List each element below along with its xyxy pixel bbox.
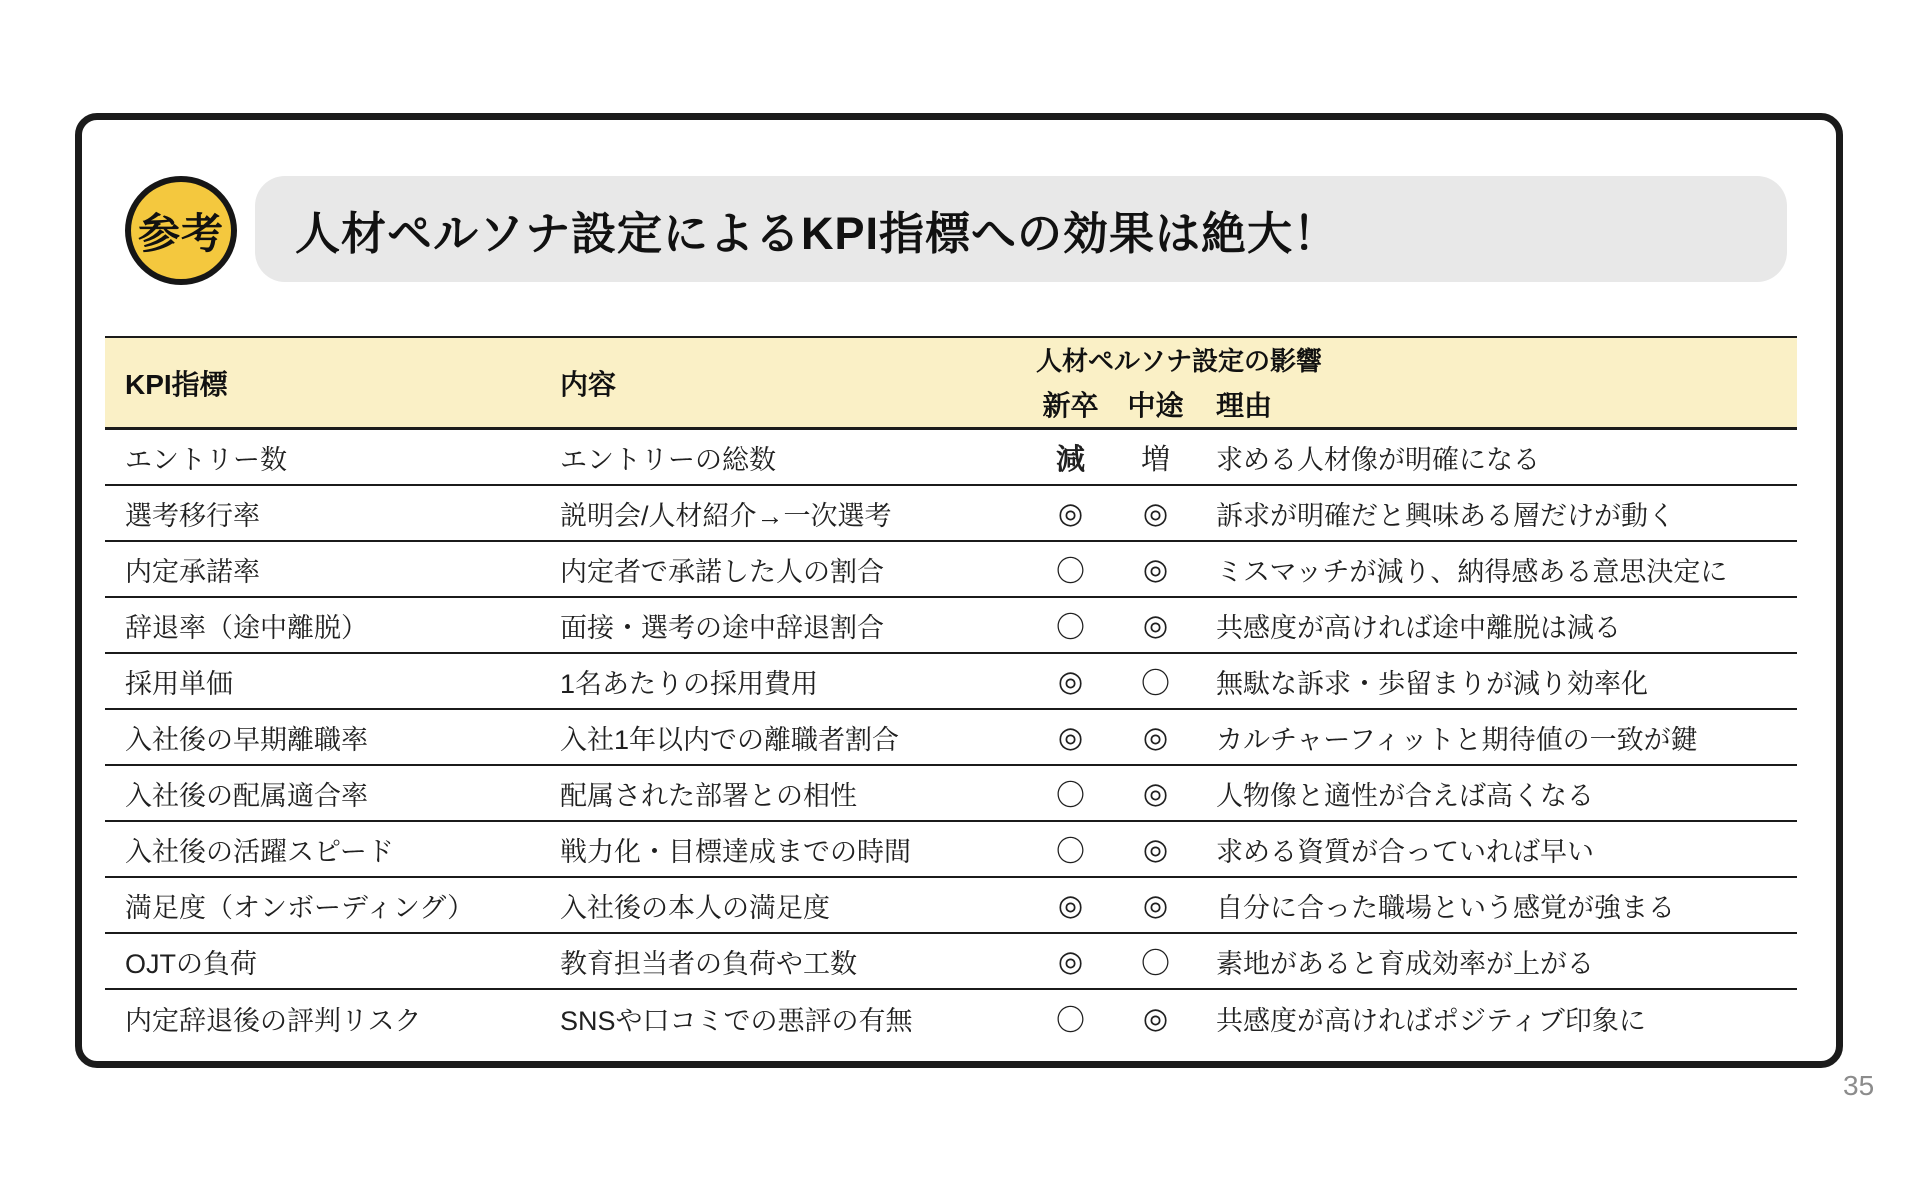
header-new-grad: 新卒 (1042, 390, 1099, 421)
cell-reason: ミスマッチが減り、納得感ある意思決定に (1216, 556, 1728, 587)
page-number: 35 (1843, 1070, 1875, 1101)
cell-reason: カルチャーフィットと期待値の一致が鍵 (1216, 724, 1698, 755)
cell-description: SNSや口コミでの悪評の有無 (560, 1005, 913, 1036)
table-row (105, 990, 1797, 1046)
cell-new-grad-marker: ◎ (1057, 945, 1084, 978)
cell-description: 入社1年以内での離職者割合 (560, 724, 900, 755)
header-description: 内容 (560, 368, 617, 400)
cell-new-grad-marker: 〇 (1055, 1004, 1085, 1037)
table-row (105, 934, 1797, 990)
cell-new-grad-marker: 〇 (1055, 555, 1085, 588)
cell-new-grad-marker: ◎ (1057, 721, 1084, 754)
table-row (105, 710, 1797, 766)
cell-mid-career-marker: 〇 (1140, 667, 1170, 700)
cell-kpi: 入社後の早期離職率 (125, 724, 368, 755)
cell-kpi: OJTの負荷 (125, 948, 257, 979)
cell-reason: 共感度が高ければ途中離脱は減る (1216, 612, 1621, 643)
cell-reason: 求める人材像が明確になる (1216, 444, 1540, 475)
header-mid-career: 中途 (1127, 390, 1184, 421)
table-row (105, 654, 1797, 710)
cell-reason: 共感度が高ければポジティブ印象に (1216, 1005, 1646, 1036)
cell-new-grad-marker: 〇 (1055, 779, 1085, 812)
kpi-table-header (105, 336, 1797, 430)
cell-new-grad-marker: 減 (1055, 443, 1085, 476)
cell-kpi: 辞退率（途中離脱） (125, 612, 368, 643)
cell-kpi: 内定承諾率 (125, 556, 260, 587)
cell-new-grad-marker: ◎ (1057, 497, 1084, 530)
cell-kpi: エントリー数 (125, 444, 287, 475)
cell-kpi: 内定辞退後の評判リスク (125, 1005, 422, 1036)
cell-description: エントリーの総数 (560, 444, 776, 475)
cell-mid-career-marker: ◎ (1142, 553, 1169, 586)
cell-description: 教育担当者の負荷や工数 (560, 948, 857, 979)
slide-card (75, 113, 1843, 1068)
cell-kpi: 入社後の活躍スピード (125, 836, 394, 867)
cell-reason: 無駄な訴求・歩留まりが減り効率化 (1216, 668, 1648, 699)
cell-mid-career-marker: 〇 (1140, 947, 1170, 980)
slide-title: 人材ペルソナ設定によるKPI指標への効果は絶大！ (295, 207, 1340, 259)
header-reason: 理由 (1216, 390, 1273, 421)
cell-description: 戦力化・目標達成までの時間 (560, 836, 911, 867)
cell-mid-career-marker: 増 (1140, 443, 1170, 476)
kpi-table (105, 336, 1797, 1046)
cell-kpi: 入社後の配属適合率 (125, 780, 368, 811)
slide-title-bar (255, 176, 1787, 282)
cell-new-grad-marker: ◎ (1057, 889, 1084, 922)
header-impact-group (1028, 338, 1797, 427)
table-body (105, 430, 1797, 1046)
table-row (105, 486, 1797, 542)
cell-reason: 自分に合った職場という感覚が強まる (1216, 892, 1675, 923)
cell-description: 内定者で承諾した人の割合 (560, 556, 884, 587)
cell-reason: 求める資質が合っていれば早い (1216, 836, 1594, 867)
table-row (105, 542, 1797, 598)
cell-new-grad-marker: 〇 (1055, 611, 1085, 644)
cell-mid-career-marker: ◎ (1142, 833, 1169, 866)
cell-description: 面接・選考の途中辞退割合 (560, 612, 884, 643)
cell-mid-career-marker: ◎ (1142, 609, 1169, 642)
cell-reason: 訴求が明確だと興味ある層だけが動く (1216, 500, 1675, 531)
cell-description: 1名あたりの採用費用 (560, 668, 819, 699)
cell-kpi: 採用単価 (125, 668, 233, 699)
header-kpi: KPI指標 (125, 368, 228, 400)
cell-mid-career-marker: ◎ (1142, 497, 1169, 530)
cell-reason: 人物像と適性が合えば高くなる (1216, 780, 1594, 811)
table-row (105, 430, 1797, 486)
cell-mid-career-marker: ◎ (1142, 1002, 1169, 1035)
cell-mid-career-marker: ◎ (1142, 721, 1169, 754)
cell-new-grad-marker: 〇 (1055, 835, 1085, 868)
table-row (105, 598, 1797, 654)
header-impact-label: 人材ペルソナ設定の影響 (1036, 346, 1323, 376)
cell-description: 入社後の本人の満足度 (560, 892, 830, 923)
cell-reason: 素地があると育成効率が上がる (1216, 948, 1594, 979)
cell-mid-career-marker: ◎ (1142, 777, 1169, 810)
cell-description: 説明会/人材紹介→一次選考 (560, 500, 892, 531)
cell-new-grad-marker: ◎ (1057, 665, 1084, 698)
table-row (105, 766, 1797, 822)
cell-kpi: 満足度（オンボーディング） (125, 892, 475, 923)
header-impact-columns (1028, 384, 1797, 424)
cell-description: 配属された部署との相性 (560, 780, 857, 811)
reference-badge-label: 参考 (137, 209, 224, 257)
cell-kpi: 選考移行率 (125, 500, 260, 531)
table-row (105, 878, 1797, 934)
cell-mid-career-marker: ◎ (1142, 889, 1169, 922)
reference-badge (125, 176, 237, 285)
table-row (105, 822, 1797, 878)
